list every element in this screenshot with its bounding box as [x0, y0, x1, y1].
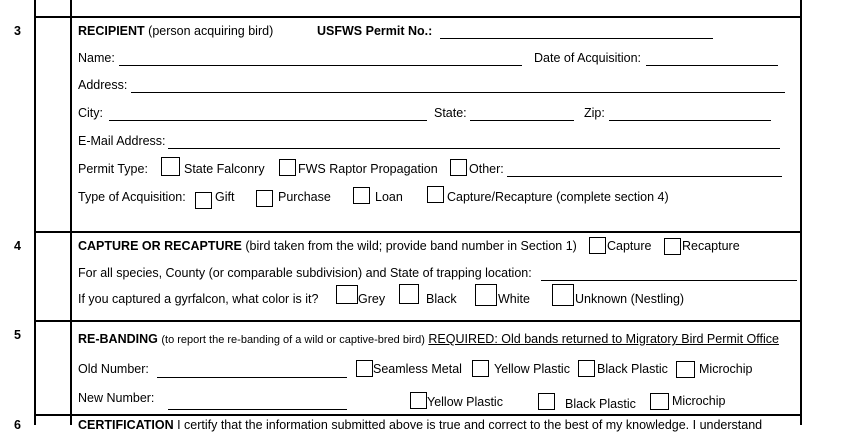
divider-4-5 — [34, 320, 802, 322]
name-label: Name: — [78, 51, 115, 65]
old-number-label: Old Number: — [78, 362, 149, 376]
divider-5-6 — [34, 414, 802, 416]
email-field[interactable] — [168, 148, 780, 149]
new-number-field[interactable] — [168, 409, 347, 410]
seamless-metal-checkbox[interactable] — [356, 360, 373, 377]
old-yellow-plastic-label: Yellow Plastic — [494, 362, 570, 376]
state-falconry-checkbox[interactable] — [161, 157, 180, 176]
old-number-field[interactable] — [157, 377, 347, 378]
section-number-5: 5 — [14, 328, 21, 342]
acquisition-type-label: Type of Acquisition: — [78, 190, 186, 204]
email-label: E-Mail Address: — [78, 134, 166, 148]
other-permit-checkbox[interactable] — [450, 159, 467, 176]
trapping-location-field[interactable] — [541, 280, 797, 281]
unknown-nestling-checkbox[interactable] — [552, 284, 574, 306]
recipient-heading — [78, 24, 273, 39]
recapture-checkbox[interactable] — [664, 238, 681, 255]
date-of-acquisition-field[interactable] — [646, 65, 778, 66]
permit-type-label: Permit Type: — [78, 162, 148, 176]
certification-line — [78, 418, 762, 433]
unknown-nestling-label: Unknown (Nestling) — [575, 292, 685, 306]
old-yellow-plastic-checkbox[interactable] — [472, 360, 489, 377]
section-number-3: 3 — [14, 24, 21, 38]
new-black-plastic-label: Black Plastic — [565, 397, 636, 411]
name-field[interactable] — [119, 65, 522, 66]
new-microchip-checkbox[interactable] — [650, 393, 669, 410]
purchase-label: Purchase — [278, 190, 331, 204]
certification-text: I certify that the information submitted above is true and correct to the best of my knowledge. I understand — [177, 418, 763, 432]
state-label: State: — [434, 106, 467, 120]
zip-label: Zip: — [584, 106, 605, 120]
new-black-plastic-checkbox[interactable] — [538, 393, 555, 410]
capture-recapture-label: Capture/Recapture (complete section 4) — [447, 190, 669, 204]
city-field[interactable] — [109, 120, 427, 121]
black-label: Black — [426, 292, 457, 306]
address-field[interactable] — [131, 92, 785, 93]
state-field[interactable] — [470, 120, 574, 121]
form-right-border — [800, 0, 802, 425]
state-falconry-label: State Falconry — [184, 162, 265, 176]
rebanding-required-note: REQUIRED: Old bands returned to Migratory Bird Permit Office — [428, 332, 779, 346]
fws-raptor-propagation-label: FWS Raptor Propagation — [298, 162, 438, 176]
old-black-plastic-checkbox[interactable] — [578, 360, 595, 377]
gift-label: Gift — [215, 190, 235, 204]
form-number-column-border — [70, 0, 72, 425]
form-left-border — [34, 0, 36, 425]
new-number-label: New Number: — [78, 391, 155, 405]
capture-heading — [78, 239, 577, 254]
certification-title: CERTIFICATION — [78, 418, 174, 432]
divider-top — [34, 16, 802, 18]
white-label: White — [498, 292, 530, 306]
old-microchip-checkbox[interactable] — [676, 361, 695, 378]
capture-label: Capture — [607, 239, 652, 253]
address-label: Address: — [78, 78, 128, 92]
recapture-label: Recapture — [682, 239, 740, 253]
trapping-location-label: For all species, County (or comparable subdivision) and State of trapping location: — [78, 266, 532, 280]
seamless-metal-label: Seamless Metal — [373, 362, 462, 376]
permit-number-field[interactable] — [440, 38, 713, 39]
other-permit-field[interactable] — [507, 176, 782, 177]
loan-label: Loan — [375, 190, 403, 204]
capture-checkbox[interactable] — [589, 237, 606, 254]
other-permit-label: Other: — [469, 162, 504, 176]
divider-3-4 — [34, 231, 802, 233]
section-number-6: 6 — [14, 418, 21, 432]
recipient-title: RECIPIENT — [78, 24, 145, 38]
gift-checkbox[interactable] — [195, 192, 212, 209]
new-yellow-plastic-label: Yellow Plastic — [427, 395, 503, 409]
capture-recapture-checkbox[interactable] — [427, 186, 444, 203]
gyrfalcon-color-label: If you captured a gyrfalcon, what color is it? — [78, 292, 319, 306]
zip-field[interactable] — [609, 120, 771, 121]
black-checkbox[interactable] — [399, 284, 419, 304]
old-microchip-label: Microchip — [699, 362, 753, 376]
section-number-4: 4 — [14, 239, 21, 253]
capture-note: (bird taken from the wild; provide band number in Section 1) — [245, 239, 577, 253]
fws-raptor-propagation-checkbox[interactable] — [279, 159, 296, 176]
new-yellow-plastic-checkbox[interactable] — [410, 392, 427, 409]
grey-label: Grey — [358, 292, 386, 306]
rebanding-heading — [78, 332, 779, 348]
date-of-acquisition-label: Date of Acquisition: — [534, 51, 642, 65]
recipient-note: (person acquiring bird) — [148, 24, 274, 38]
permit-number-label: USFWS Permit No.: — [317, 24, 433, 38]
rebanding-title: RE-BANDING — [78, 332, 158, 346]
white-checkbox[interactable] — [475, 284, 497, 306]
loan-checkbox[interactable] — [353, 187, 370, 204]
old-black-plastic-label: Black Plastic — [597, 362, 668, 376]
capture-title: CAPTURE OR RECAPTURE — [78, 239, 242, 253]
purchase-checkbox[interactable] — [256, 190, 273, 207]
rebanding-note: (to report the re-banding of a wild or captive-bred bird) — [161, 334, 425, 346]
city-label: City: — [78, 106, 103, 120]
new-microchip-label: Microchip — [672, 394, 726, 408]
grey-checkbox[interactable] — [336, 285, 358, 304]
